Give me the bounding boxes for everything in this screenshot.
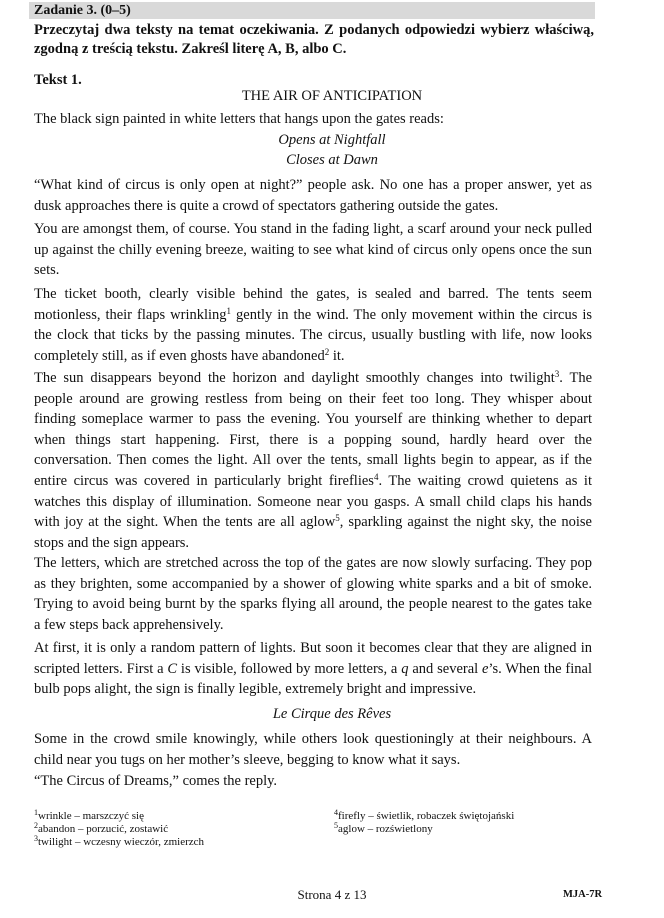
footnote-ref-4: 4 [373, 471, 379, 482]
sign-line-1: Opens at Nightfall [278, 132, 386, 148]
footnote-ref-2: 2 [324, 346, 330, 357]
task-instruction: Przeczytaj dwa teksty na temat oczekiwania. Z podanych odpowiedzi wybierz właściwą, zgodną z treścią tekstu. Zakreśl literę A, B, albo C. [34, 22, 594, 57]
sign-final: Le Cirque des Rêves [272, 706, 392, 722]
paragraph-7: Some in the crowd smile knowingly, while others look questioningly at their neighbours. A child near you tugs on her mother’s sleeve, begging to know what it says. [34, 731, 592, 768]
paragraph-4: The sun disappears beyond the horizon and daylight smoothly changes into twilight$^3$. The people around are growing restless from being on their feet too long. They whisper about finding someplace warmer to pass the evening. You yourself are thinking whether to depart when things start happening. First, there is a popping sound, hardly heard over the conversation. Then comes the light. All over the tents, small lights begin to appear, as if the entire circus was covered in particularly bright fireflies$^4$. The waiting crowd quietens as it watches this display of illumination. Someone near you gasps. A small child claps his hands with joy at the sight. When the tents are all aglow$^5$, sparkling against the night sky, the noise stops and the sign appears. [34, 369, 593, 551]
footnote-5: $^5$aglow – rozświetlony [334, 821, 433, 835]
footnote-2: $^2$abandon – porzucić, zostawić [34, 821, 169, 835]
footnote-ref-5: 5 [335, 513, 340, 524]
footnote-1: $^1$wrinkle – marszczyć się [34, 808, 144, 822]
text-label: Tekst 1. [34, 72, 82, 88]
paragraph-3: The ticket booth, clearly visible behind the gates, is sealed and barred. The tents seem motionless, their flaps wrinkling$^1$ gently in the wind. The only movement within the circus is the clock that ticks by the passing minutes. The circus, usually bustling with life, now looks completely still, as if even ghosts have abandoned$^2$ it. [34, 286, 592, 364]
footnote-3: $^3$twilight – wczesny wieczór, zmierzch [34, 834, 205, 848]
paragraph-5: The letters, which are stretched across the top of the gates are now slowly surfacing. They pop as they brighten, some accompanied by a shower of glowing white sparks and a bit of smoke. Trying to avoid being burnt by the sparks flying all around, the people nearest to the gates take a few steps back apprehensively. [34, 555, 592, 633]
page-number: Strona 4 z 13 [297, 887, 367, 902]
footnote-ref-3: 3 [554, 369, 560, 379]
text-title: THE AIR OF ANTICIPATION [241, 88, 423, 104]
paragraph-2: You are amongst them, of course. You stand in the fading light, a scarf around your neck pulled up against the chilly evening breeze, waiting to see what kind of circus only opens once the sun sets. [34, 221, 592, 279]
footnote-ref-1: 1 [226, 305, 232, 316]
paragraph-1: “What kind of circus is only open at night?” people ask. No one has a proper answer, yet as dusk approaches there is quite a crowd of spectators gathering outside the gates. [34, 177, 592, 214]
paragraph-8: “The Circus of Dreams,” comes the reply. [34, 773, 278, 789]
task-title: Zadanie 3. (0–5) [34, 3, 131, 18]
footnote-4: $^4$firefly – świetlik, robaczek świętojański [334, 808, 515, 822]
sign-line-2: Closes at Dawn [286, 152, 378, 168]
exam-code: MJA-7R [563, 889, 603, 900]
intro-paragraph: The black sign painted in white letters that hangs upon the gates reads: [34, 111, 444, 127]
paragraph-6: At first, it is only a random pattern of lights. But soon it becomes clear that they are aligned in scripted letters. First a C is visible, followed by more letters, a q and several e’s. When the final bulb pops alight, the sign is finally legible, extremely bright and impressive. [34, 640, 592, 698]
